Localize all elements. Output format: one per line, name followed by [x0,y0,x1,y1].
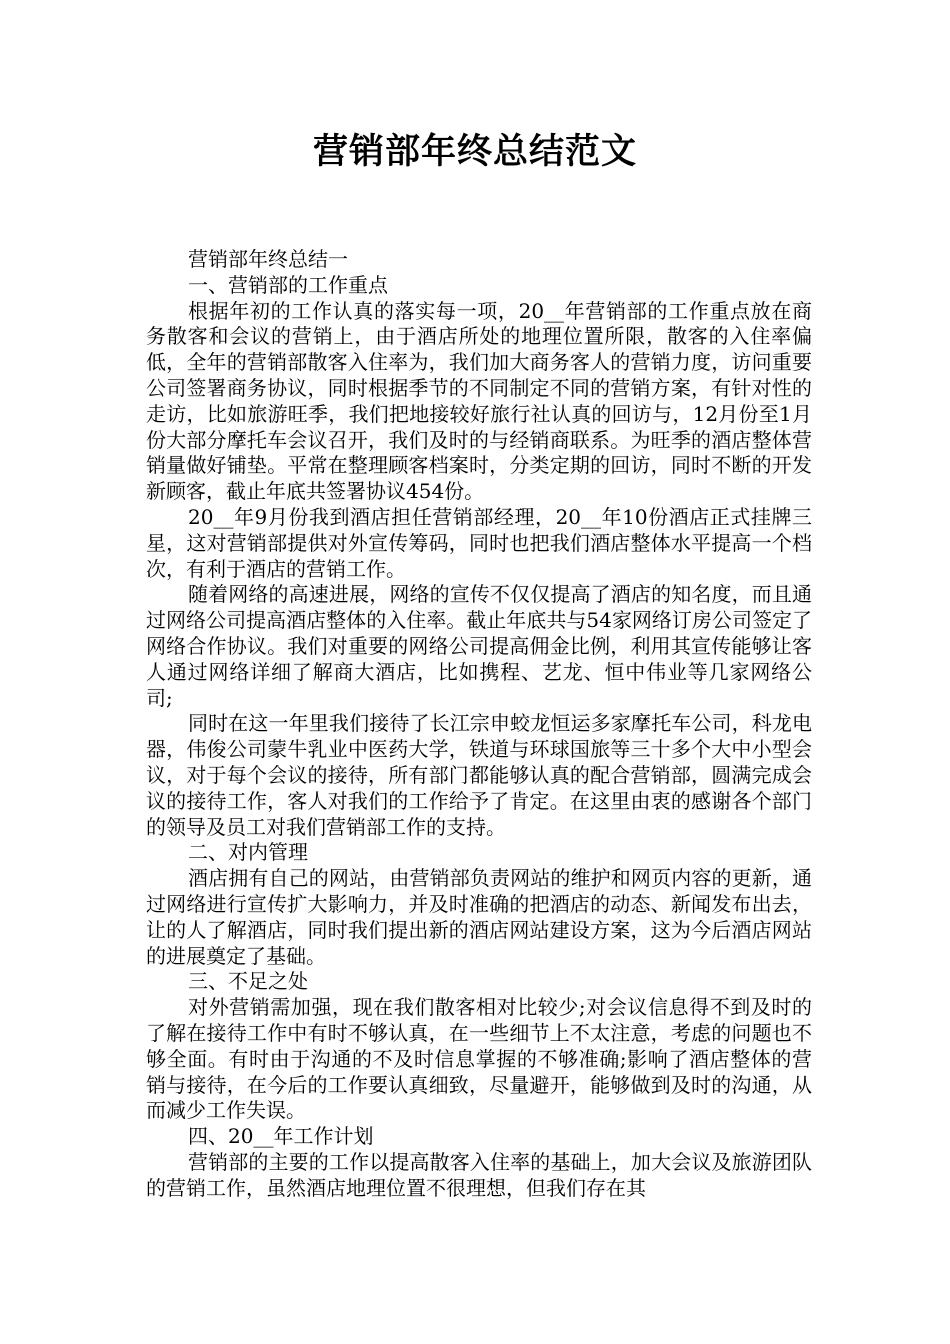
paragraph-network-marketing: 随着网络的高速进展，网络的宣传不仅仅提高了酒店的知名度，而且通过网络公司提高酒店整体的入住率。截止年底共与54家网络订房公司签定了网络合作协议。我们对重要的网络公司提高佣金比例，利用其宣传能够让客人通过网络详细了解商大酒店，比如携程、艺龙、恒中伟业等几家网络公司; [146,582,812,710]
section-heading-internal-management: 二、对内管理 [188,840,308,865]
paragraph-shortcomings: 对外营销需加强，现在我们散客相对比较少;对会议信息得不到及时的了解在接待工作中有时不够认真，在一些细节上不太注意，考虑的问题也不够全面。有时由于沟通的不及时信息掌握的不够准确;影响了酒店整体的营销与接待，在今后的工作要认真细致，尽量避开，能够做到及时的沟通，从而减少工作失误。 [146,995,812,1123]
section-heading-shortcomings: 三、不足之处 [188,969,308,994]
paragraph-conference-reception: 同时在这一年里我们接待了长江宗申蛟龙恒运多家摩托车公司，科龙电器，伟俊公司蒙牛乳业中医药大学，铁道与环球国旅等三十多个大中小型会议，对于每个会议的接待，所有部门都能够认真的配合营销部，圆满完成会议的接待工作，客人对我们的工作给予了肯定。在这里由衷的感谢各个部门的领导及员工对我们营销部工作的支持。 [146,711,812,839]
document-title: 营销部年终总结范文 [312,132,637,172]
paragraph-website: 酒店拥有自己的网站，由营销部负责网站的维护和网页内容的更新，通过网络进行宣传扩大影响力，并及时准确的把酒店的动态、新闻发布出去，让的人了解酒店，同时我们提出新的酒店网站建设方案，这为今后酒店网站的进展奠定了基础。 [146,866,812,968]
subtitle-summary-one: 营销部年终总结一 [188,247,348,271]
section-heading-work-focus: 一、营销部的工作重点 [188,272,388,297]
document-body [146,247,812,1201]
paragraph-work-plan: 营销部的主要的工作以提高散客入住率的基础上，加大会议及旅游团队的营销工作，虽然酒店地理位置不很理想，但我们存在其 [146,1149,812,1200]
paragraph-work-focus: 根据年初的工作认真的落实每一项，20__年营销部的工作重点放在商务散客和会议的营销上，由于酒店所处的地理位置所限，散客的入住率偏低，全年的营销部散客入住率为，我们加大商务客人的营销力度，访问重要公司签署商务协议，同时根据季节的不同制定不同的营销方案，有针对性的走访，比如旅游旺季，我们把地接较好旅行社认真的回访与，12月份至1月份大部分摩托车会议召开，我们及时的与经销商联系。为旺季的酒店整体营销量做好铺垫。平常在整理顾客档案时，分类定期的回访，同时不断的开发新顾客，截止年底共签署协议454份。 [146,298,812,504]
paragraph-manager-appointment: 20__年9月份我到酒店担任营销部经理，20__年10份酒店正式挂牌三星，这对营销部提供对外宣传筹码，同时也把我们酒店整体水平提高一个档次，有利于酒店的营销工作。 [146,504,812,581]
section-heading-work-plan: 四、20__年工作计划 [188,1124,374,1149]
